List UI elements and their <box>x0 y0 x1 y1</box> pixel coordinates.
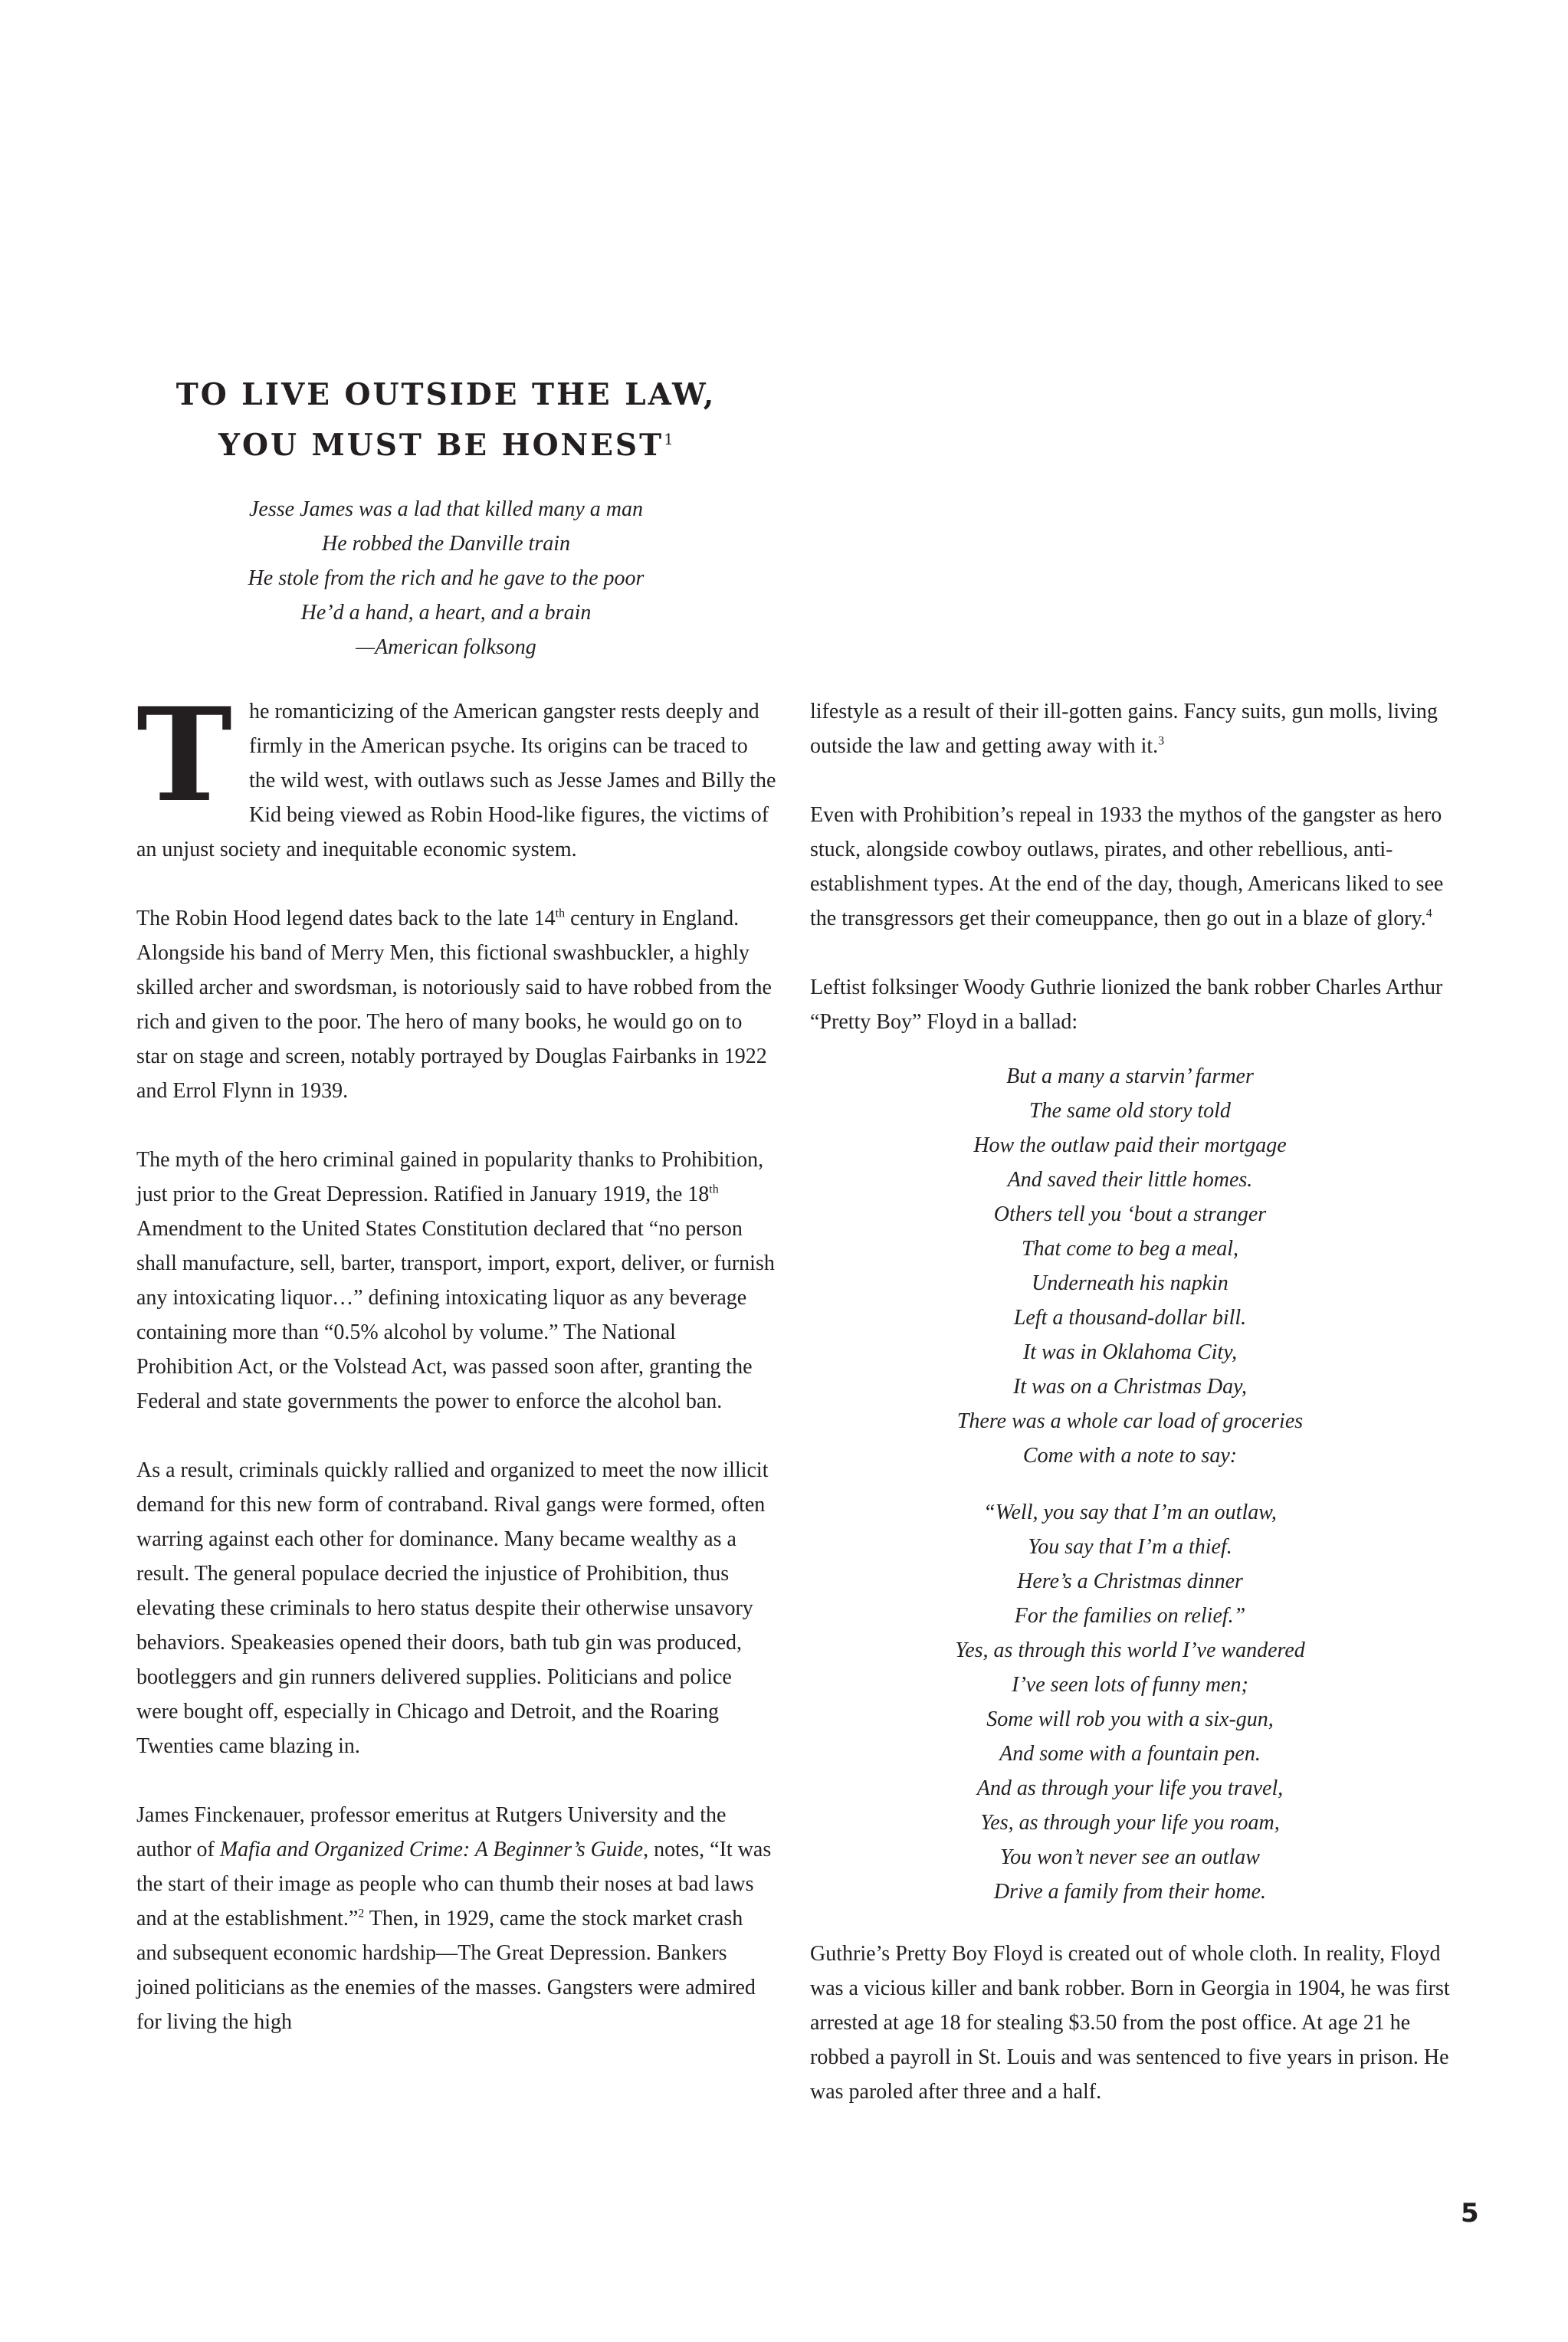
poem-line: Here’s a Christmas dinner <box>1017 1570 1243 1593</box>
right-column <box>810 694 1450 2109</box>
epigraph <box>133 492 759 664</box>
poem-line: I’ve seen lots of funny men; <box>1012 1673 1248 1697</box>
poem-line: Some will rob you with a six-gun, <box>986 1707 1274 1731</box>
poem-line: Yes, as through this world I’ve wandered <box>955 1638 1305 1662</box>
left-column <box>136 679 776 2039</box>
chapter-title-line-1: TO LIVE OUTSIDE THE LAW, <box>175 377 717 412</box>
poem-line: But a many a starvin’ farmer <box>1006 1064 1254 1088</box>
footnote-marker: 3 <box>1158 734 1165 748</box>
title-footnote-marker: 1 <box>664 430 674 448</box>
epigraph-line: He stole from the rich and he gave to the poor <box>248 566 645 590</box>
paragraph-intro <box>136 679 776 867</box>
poem-line: For the families on relief.” <box>1014 1604 1246 1628</box>
paragraph-text: The Robin Hood legend dates back to the late 14 <box>136 907 556 930</box>
drop-cap: T <box>136 679 233 831</box>
ordinal-suffix: th <box>555 907 566 920</box>
book-title: Mafia and Organized Crime: A Beginner’s Guide <box>219 1838 644 1861</box>
paragraph-criminals-organized: As a result, criminals quickly rallied and organized to meet the now illicit demand for this new form of contraband. Rival gangs were formed, often warring against each other for dominance. Many became wealthy as a result. The general populace decried the injustice of Prohibition, thus elevating these criminals to hero status despite their otherwise unsavory behaviors. Speakeasies opened their doors, bath tub gin was produced, bootleggers and gin runners delivered supplies. Politicians and police were bought off, especially in Chicago and Detroit, and the Roaring Twenties came blazing in. <box>136 1458 769 1758</box>
ballad-stanza-1 <box>810 1059 1450 1473</box>
poem-line: And some with a fountain pen. <box>999 1742 1261 1766</box>
poem-line: Drive a family from their home. <box>993 1880 1267 1904</box>
poem-line: Others tell you ‘bout a stranger <box>993 1202 1267 1226</box>
paragraph-floyd-reality: Guthrie’s Pretty Boy Floyd is created out of whole cloth. In reality, Floyd was a vicious killer and bank robber. Born in Georgia in 1904, he was first arrested at age 18 for stealing $3.50 from the post office. At age 21 he robbed a payroll in St. Louis and was sentenced to five years in prison. He was paroled after three and a half. <box>810 1942 1450 2104</box>
epigraph-attribution: —American folksong <box>356 635 536 659</box>
paragraph-intro-text: he romanticizing of the American gangster rests deeply and firmly in the American psyche. Its origins can be traced to the wild west, with outlaws such as Jesse James and Billy the Kid being viewed as Robin Hood-like figures, the victims of an unjust society and inequitable economic system. <box>136 700 776 861</box>
paragraph-text: lifestyle as a result of their ill-gotten gains. Fancy suits, gun molls, living outside the law and getting away with it. <box>810 700 1438 758</box>
poem-line: It was in Oklahoma City, <box>1022 1340 1238 1364</box>
poem-line: And saved their little homes. <box>1007 1168 1253 1192</box>
poem-line: It was on a Christmas Day, <box>1013 1375 1247 1399</box>
epigraph-line: Jesse James was a lad that killed many a man <box>248 497 644 521</box>
poem-line: Underneath his napkin <box>1032 1271 1228 1295</box>
paragraph-prohibition <box>136 1143 776 1419</box>
ballad-stanza-2 <box>810 1495 1450 1909</box>
paragraph-text: James Finckenauer, professor emeritus at Rutgers University and the author of <box>136 1803 727 1861</box>
poem-line: Yes, as through your life you roam, <box>980 1811 1280 1835</box>
page-number: 5 <box>1461 2198 1479 2229</box>
paragraph-text: The myth of the hero criminal gained in popularity thanks to Prohibition, just prior to the Great Depression. Ratified in January 1919, the 18 <box>136 1148 764 1206</box>
epigraph-line: He’d a hand, a heart, and a brain <box>300 601 592 625</box>
footnote-marker: 4 <box>1425 907 1432 920</box>
chapter-title-line-2: YOU MUST BE HONEST <box>218 428 664 463</box>
paragraph-text: Then, in 1929, came the stock market crash and subsequent economic hardship—The Great Depression. Bankers joined politicians as the enemies of the masses. Gangsters were admired for living the high <box>136 1907 756 2034</box>
poem-line: That come to beg a meal, <box>1021 1237 1239 1261</box>
poem-line: You say that I’m a thief. <box>1028 1535 1232 1559</box>
poem-line: You won’t never see an outlaw <box>1000 1845 1260 1869</box>
ordinal-suffix: th <box>709 1182 719 1196</box>
paragraph-guthrie-intro: Leftist folksinger Woody Guthrie lionized the bank robber Charles Arthur “Pretty Boy” Floyd in a ballad: <box>810 976 1443 1034</box>
poem-line: Left a thousand-dollar bill. <box>1013 1306 1247 1330</box>
poem-line: How the outlaw paid their mortgage <box>973 1133 1287 1157</box>
paragraph-lifestyle <box>810 694 1450 763</box>
poem-line: Come with a note to say: <box>1022 1444 1238 1468</box>
paragraph-repeal <box>810 798 1450 936</box>
poem-line: There was a whole car load of groceries <box>956 1409 1304 1433</box>
paragraph-text: Even with Prohibition’s repeal in 1933 the mythos of the gangster as hero stuck, alongside cowboy outlaws, pirates, and other rebellious, anti-establishment types. At the end of the day, though, Americans liked to see the transgressors get their comeuppance, then go out in a blaze of glory. <box>810 803 1444 930</box>
paragraph-finckenauer <box>136 1798 776 2039</box>
paragraph-robin-hood <box>136 901 776 1108</box>
chapter-title <box>133 372 759 467</box>
epigraph-line: He robbed the Danville train <box>321 532 570 556</box>
paragraph-text: Amendment to the United States Constitution declared that “no person shall manufacture, sell, barter, transport, import, export, deliver, or furnish any intoxicating liquor…” defining intoxicating liquor as any beverage containing more than “0.5% alcohol by volume.” The National Prohibition Act, or the Volstead Act, was passed soon after, granting the Federal and state governments the power to enforce the alcohol ban. <box>136 1217 775 1413</box>
poem-line: “Well, you say that I’m an outlaw, <box>983 1501 1277 1524</box>
paragraph-text: century in England. Alongside his band of Merry Men, this fictional swashbuckler, a highly skilled archer and swordsman, is notoriously said to have robbed from the rich and given to the poor. The hero of many books, he would go on to star on stage and screen, notably portrayed by Douglas Fairbanks in 1922 and Errol Flynn in 1939. <box>136 907 772 1103</box>
paragraph-text: , notes, “It was the start of their image as people who can thumb their noses at bad laws and at the establishment.” <box>136 1838 772 1930</box>
footnote-marker: 2 <box>358 1907 365 1921</box>
poem-line: The same old story told <box>1029 1099 1231 1123</box>
poem-line: And as through your life you travel, <box>976 1776 1284 1800</box>
